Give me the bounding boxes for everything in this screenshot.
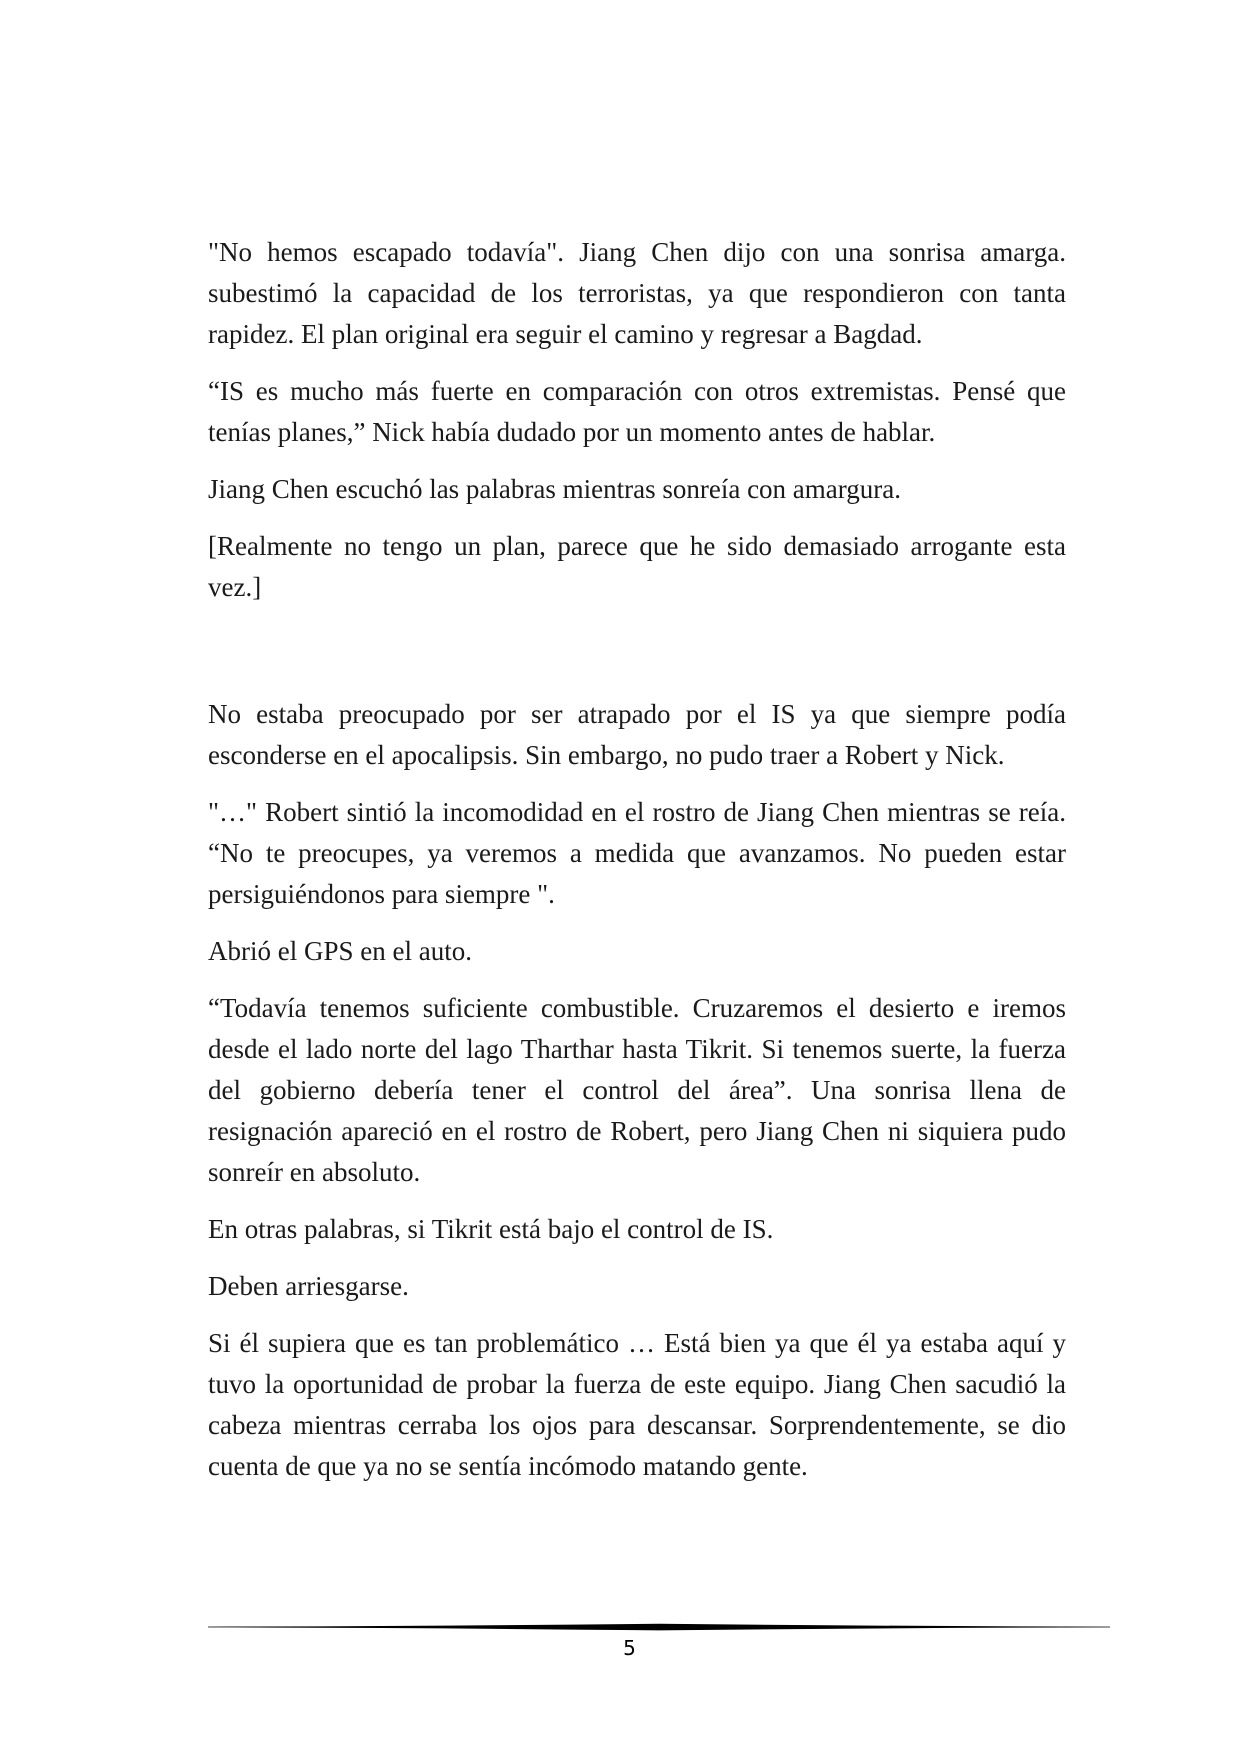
paragraph: “IS es mucho más fuerte en comparación con otros extremistas. Pensé que tenías planes,” Nick había dudado por un momento antes de hablar. [208,376,1066,447]
paragraph: Jiang Chen escuchó las palabras mientras sonreía con amargura. [208,474,902,504]
paragraph: Si él supiera que es tan problemático … Está bien ya que él ya estaba aquí y tuvo la oportunidad de probar la fuerza de este equipo. Jiang Chen sacudió la cabeza mientras cerraba los ojos para descansar. Sorprendentemente, se dio cuenta de que ya no se sentía incómodo matando gente. [208,1328,1066,1481]
paragraph: Deben arriesgarse. [208,1271,409,1301]
footer-divider [208,1620,1110,1634]
paragraph: "No hemos escapado todavía". Jiang Chen dijo con una sonrisa amarga. subestimó la capacidad de los terroristas, ya que respondieron con tanta rapidez. El plan original era seguir el camino y regresar a Bagdad. [208,237,1066,349]
section-break [208,624,1066,694]
paragraph: [Realmente no tengo un plan, parece que he sido demasiado arrogante esta vez.] [208,531,1066,602]
page-number: 5 [623,1636,636,1660]
paragraph: Abrió el GPS en el auto. [208,936,472,966]
paragraph: "…" Robert sintió la incomodidad en el rostro de Jiang Chen mientras se reía. “No te preocupes, ya veremos a medida que avanzamos. No pueden estar persiguiéndonos para siempre ". [208,797,1066,909]
page-body [208,232,1066,1503]
paragraph: En otras palabras, si Tikrit está bajo el control de IS. [208,1214,774,1244]
paragraph: “Todavía tenemos suficiente combustible. Cruzaremos el desierto e iremos desde el lado norte del lago Tharthar hasta Tikrit. Si tenemos suerte, la fuerza del gobierno debería tener el control del área”. Una sonrisa llena de resignación apareció en el rostro de Robert, pero Jiang Chen ni siquiera pudo sonreír en absoluto. [208,993,1066,1187]
paragraph: No estaba preocupado por ser atrapado por el IS ya que siempre podía esconderse en el apocalipsis. Sin embargo, no pudo traer a Robert y Nick. [208,699,1066,770]
